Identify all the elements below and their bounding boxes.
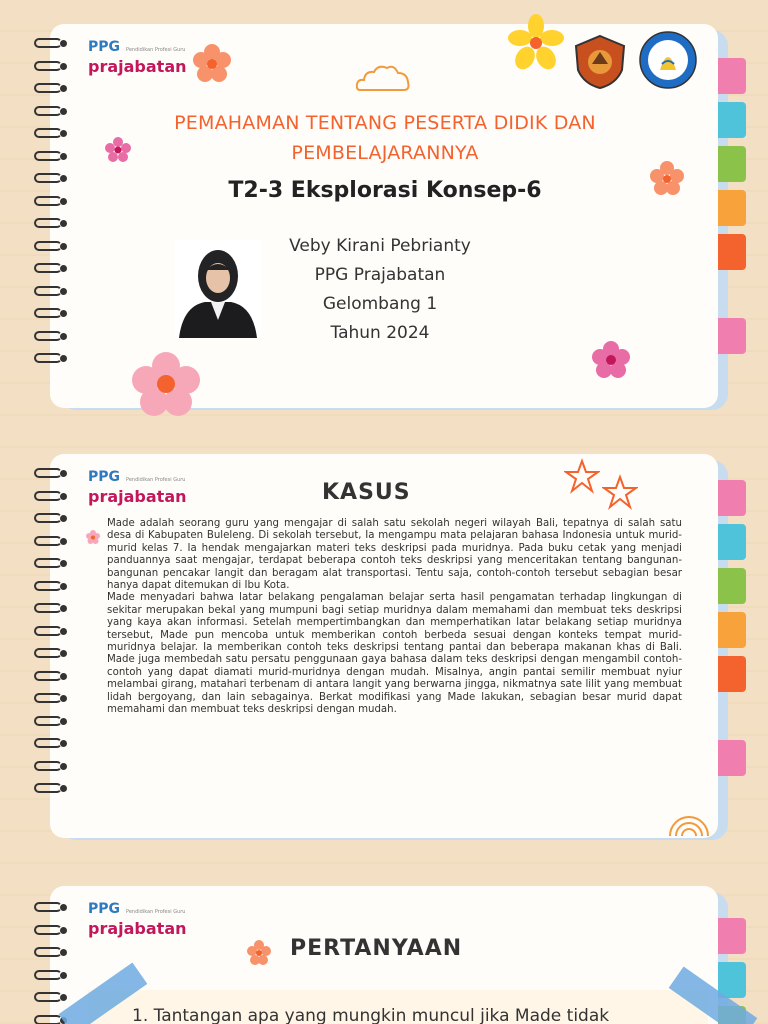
slide1-ppg-logo [88,40,198,76]
prajabatan-text: prajabatan [88,919,187,938]
author-name: Veby Kirani Pebrianty [289,236,471,256]
rainbow-icon [666,804,712,838]
slide2-ring-binding [34,466,74,804]
slide3-heading: PERTANYAAN [290,936,463,961]
slide2-tab-red [718,656,746,692]
case-paragraph-2: Made menyadari bahwa latar belakang pengalaman belajar serta hasil pengamatan terhadap lingkungan di sekitar merupakan bekal yang mumpuni bagi setiap muridnya dalam memahami dan membuat teks deskripsi yang kaya akan informasi. Setelah mempertimbangkan dan memperhatikan latar belakang setiap muridnya tersebut, Made pun mencoba untuk memberikan contoh berbeda sesuai dengan konteks tempat murid-muridnya belajar. Ia memberikan contoh teks deskripsi tentang pantai dan beberapa makanan khas di Bali. Made juga membedah satu persatu penggunaan gaya bahasa dalam teks deskripsi dengan mengambil contoh-contoh yang dapat diamati murid-muridnya dengan mudah. Misalnya, angin pantai semilir membuat nyiur melambai girang, matahari terbenam di antara langit yang berwarna jingga, nikmatnya sate lilit yang membuat lidah bergoyang, dan lain sebagainya. Berkat modifikasi yang Made lakukan, sebagian besar murid dapat memahami dan membuat teks deskripsi dengan mudah. [107,592,682,716]
slide1-title-line1: PEMAHAMAN TENTANG PESERTA DIDIK DAN [174,112,596,134]
author-year: Tahun 2024 [330,323,430,343]
slide2-tab-orange [718,612,746,648]
slide2-ppg-logo [88,470,198,506]
author-batch: Gelombang 1 [322,294,438,314]
flower-icon [590,340,632,380]
case-paragraph-1: Made adalah seorang guru yang mengajar di salah satu sekolah negeri wilayah Bali, tepatnya di salah satu desa di Kabupaten Buleleng. Di sekolah tersebut, Ia mengampu mata pelajaran bahasa Indonesia untuk murid-murid kelas 7. Ia hendak mengajarkan materi teks deskripsi pada muridnya. Pada buku cetak yang menjadi panduannya saat mengajar, terdapat beberapa contoh teks deskripsi yang menceritakan tentang bangunan-bangunan pencakar langit dan beragam alat transportasi. Tentu saja, contoh-contoh tersebut sebagian besar hanya dapat ditemukan di Ibu Kota. [107,518,682,592]
ppg-text: PPG Pendidikan Profesi Guru [88,39,186,55]
slide1-ring-binding [34,36,74,374]
slide1-tab-pink [718,58,746,94]
author-info [245,232,515,348]
slide3-tab-pink [718,918,746,954]
slide3-ring-binding [34,900,74,1024]
flower-icon [86,530,100,544]
prajabatan-text: prajabatan [88,57,187,76]
slide2-tab-pink [718,480,746,516]
slide2-tab-green [718,568,746,604]
slide2-heading: KASUS [322,480,411,505]
ppg-text: PPG Pendidikan Profesi Guru [88,469,186,485]
cloud-icon [354,62,412,94]
slide1-tab-red [718,234,746,270]
case-text [107,518,682,717]
slide3-ppg-logo [88,902,198,938]
ppg-text: PPG Pendidikan Profesi Guru [88,901,186,917]
slide1-tab-green [718,146,746,182]
author-program: PPG Prajabatan [314,265,446,285]
slide2-tab-cyan [718,524,746,560]
prajabatan-text: prajabatan [88,487,187,506]
slide1-tab-orange [718,190,746,226]
flower-icon [246,940,272,966]
university-emblem-icon [572,34,628,90]
slide1-tab-cyan [718,102,746,138]
slide2-tab-pink2 [718,740,746,776]
flower-icon [190,42,234,86]
question-1: 1. Tantangan apa yang mungkin muncul jika Made tidak [132,1006,610,1024]
flower-icon [508,14,564,72]
flower-icon [130,350,202,418]
slide1-tab-pink2 [718,318,746,354]
slide1-title-line2: PEMBELAJARANNYA [291,142,479,164]
tut-wuri-handayani-icon [638,30,698,90]
star-icon [564,458,600,494]
star-icon [602,474,638,510]
slide1-subtitle: T2-3 Eksplorasi Konsep-6 [228,178,542,203]
